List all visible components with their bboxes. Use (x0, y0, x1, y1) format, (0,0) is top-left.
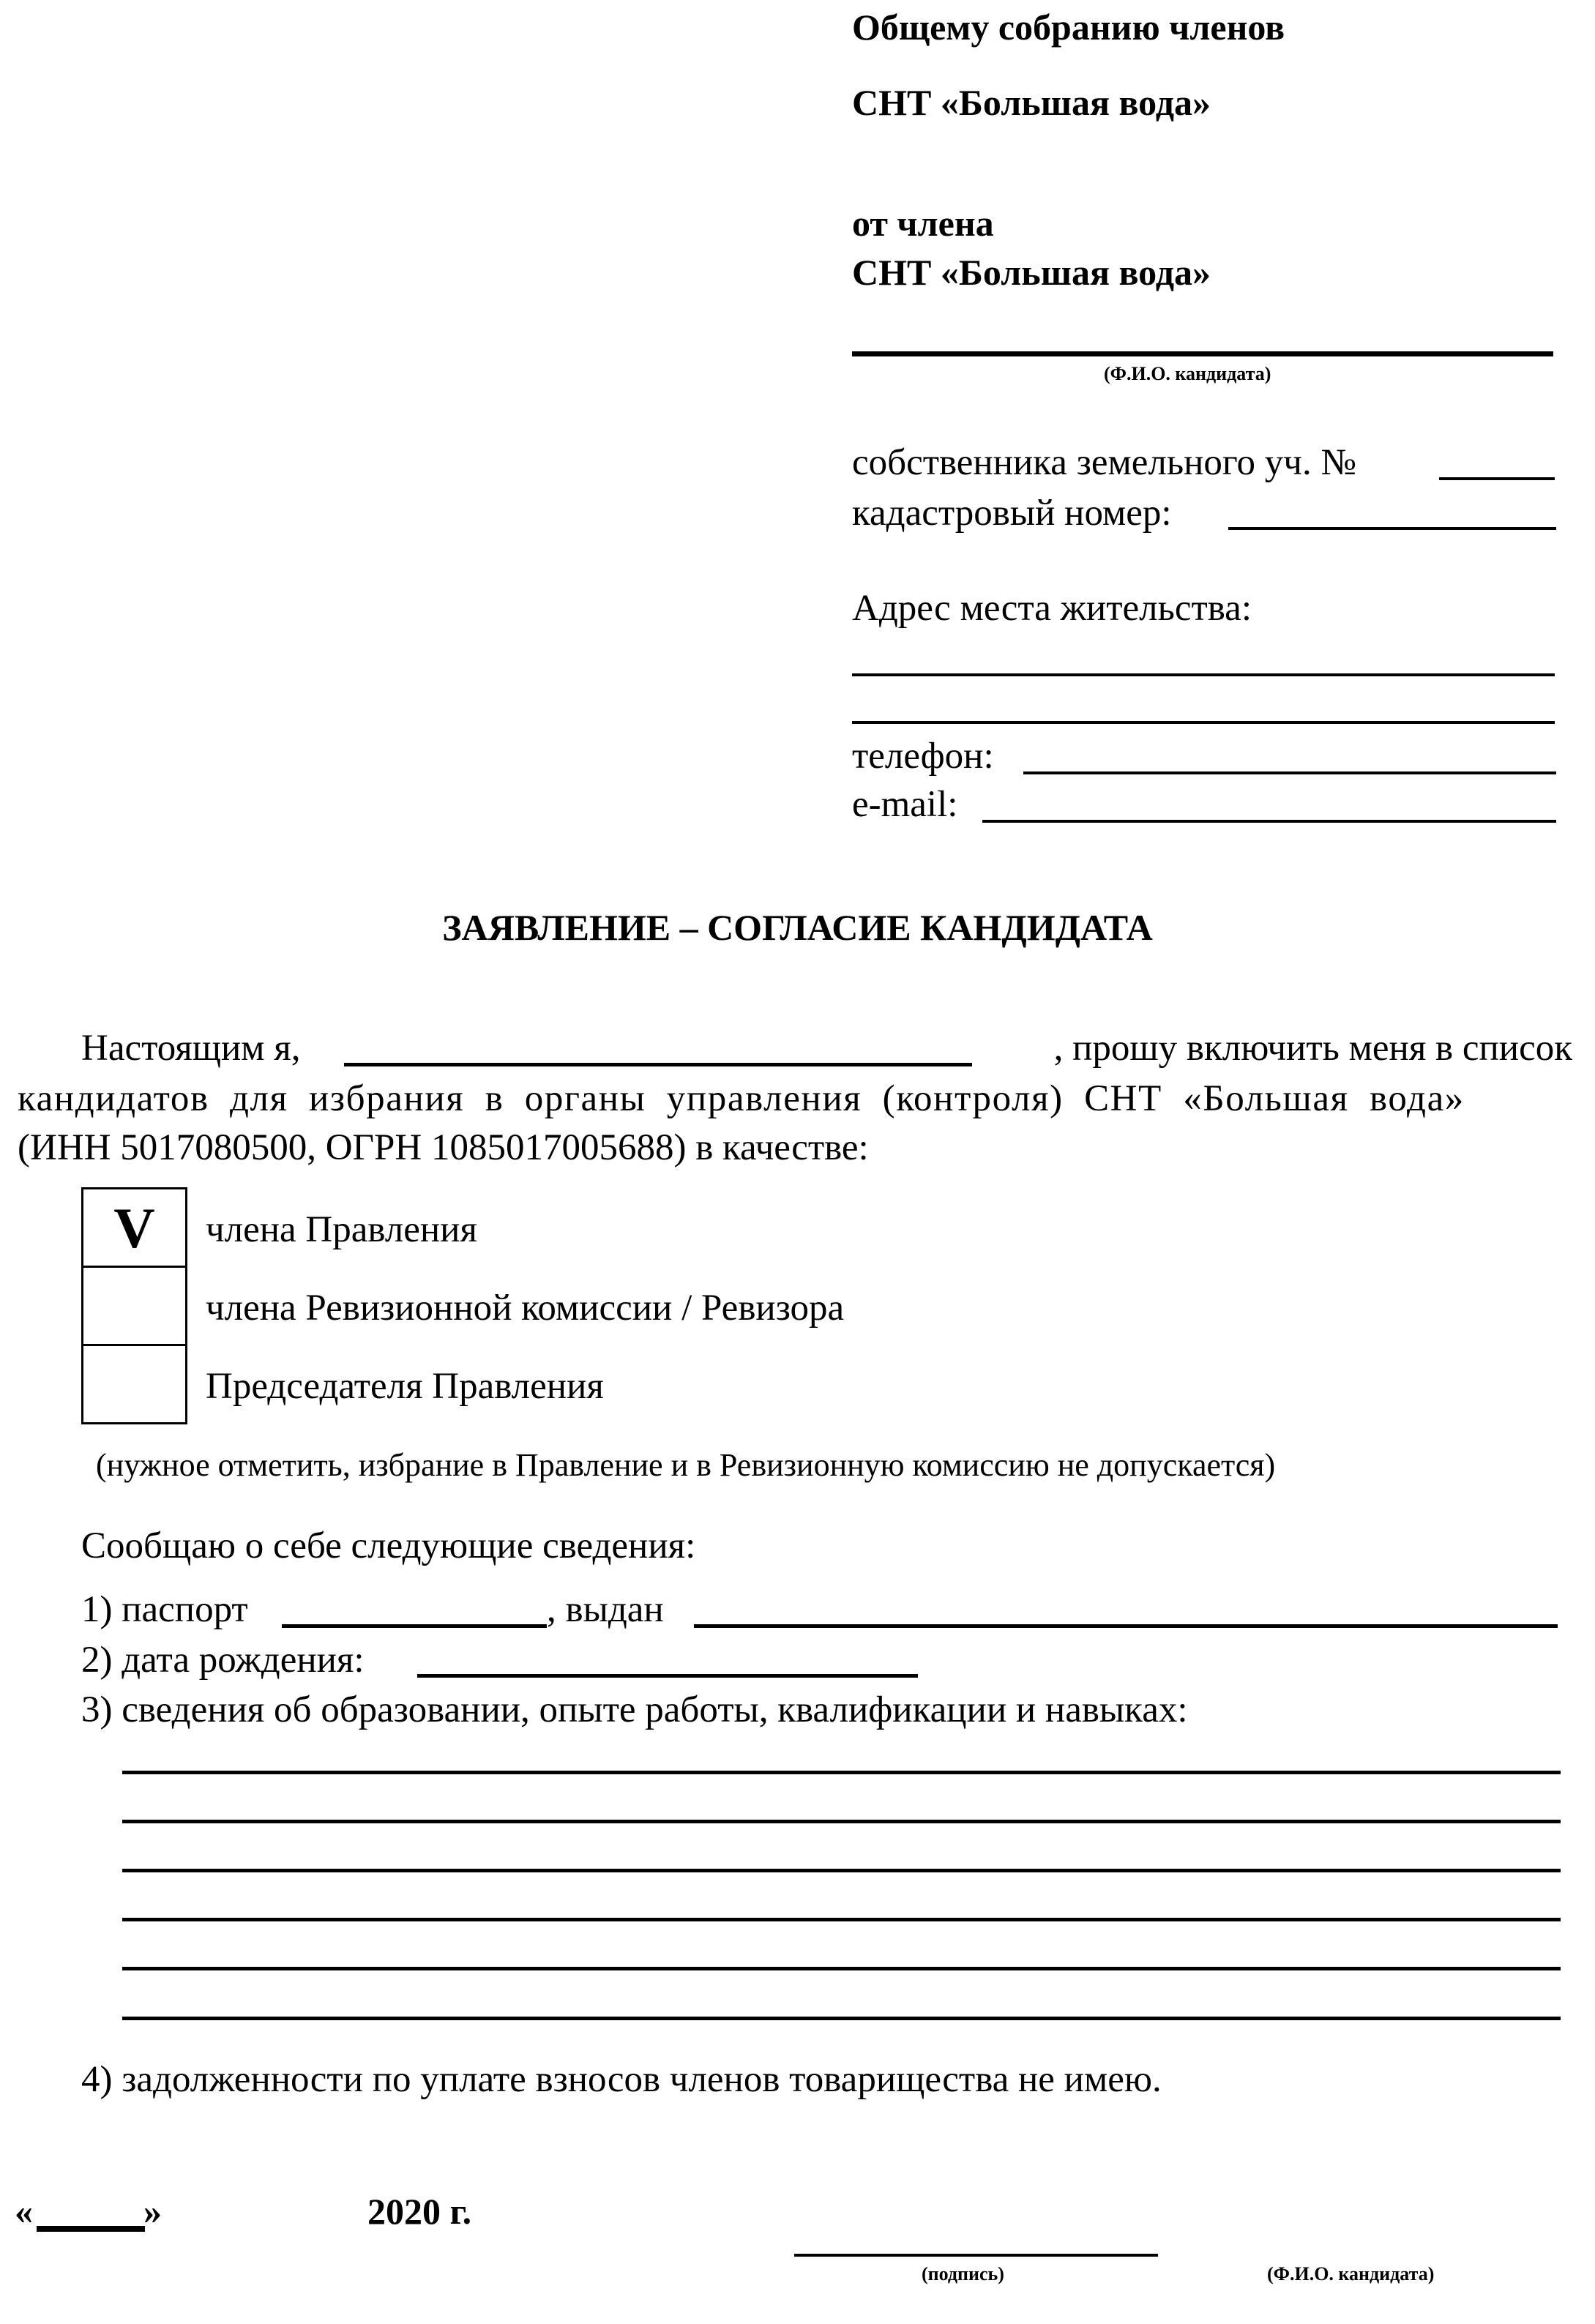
education-field-line-2[interactable] (122, 1820, 1561, 1823)
email-field[interactable] (982, 820, 1556, 823)
email-label: e-mail: (852, 784, 958, 825)
education-field-line-3[interactable] (122, 1869, 1561, 1872)
education-field-line-4[interactable] (122, 1918, 1561, 1921)
address-label: Адрес места жительства: (852, 588, 1252, 629)
option-audit-commission-checkbox[interactable] (81, 1266, 187, 1346)
option-chairman-label: Председателя Правления (206, 1366, 604, 1407)
document-title: ЗАЯВЛЕНИЕ – СОГЛАСИЕ КАНДИДАТА (442, 907, 1153, 948)
education-field-line-5[interactable] (122, 1967, 1561, 1970)
option-board-member-label: члена Правления (206, 1209, 477, 1250)
from-line-2: СНТ «Большая вода» (852, 252, 1211, 293)
birthdate-field[interactable] (417, 1674, 918, 1678)
date-year: 2020 г. (367, 2191, 472, 2232)
plot-number-field[interactable] (1439, 477, 1555, 480)
applicant-name-field[interactable] (344, 1063, 972, 1066)
checkmark-v-icon: V (113, 1196, 155, 1260)
address-field-line-2[interactable] (852, 721, 1555, 724)
item-education-label: 3) сведения об образовании, опыте работы, квалификации и навыках: (81, 1689, 1188, 1730)
option-audit-commission-label: члена Ревизионной комиссии / Ревизора (206, 1288, 845, 1329)
option-board-member-checkbox[interactable] (81, 1187, 187, 1268)
candidate-name-field[interactable] (852, 351, 1553, 356)
signature-field[interactable] (794, 2254, 1158, 2257)
date-open-quote: « (15, 2191, 33, 2232)
info-heading: Сообщаю о себе следующие сведения: (81, 1525, 696, 1566)
date-close-quote: » (143, 2191, 162, 2232)
candidate-name-caption: (Ф.И.О. кандидата) (1104, 363, 1271, 384)
education-field-line-1[interactable] (122, 1771, 1561, 1774)
cadastral-number-field[interactable] (1228, 527, 1556, 530)
intro-line-2-text: кандидатов для избрания в органы управления (контроля) СНТ «Большая вода» (18, 1078, 1465, 1119)
intro-part-2: , прошу включить меня в список (1053, 1028, 1572, 1069)
item-passport-label: 1) паспорт (81, 1589, 248, 1630)
plot-owner-row (852, 444, 1356, 482)
footer-name-caption: (Ф.И.О. кандидата) (1267, 2263, 1435, 2284)
intro-line-3: (ИНН 5017080500, ОГРН 1085017005688) в качестве: (18, 1127, 869, 1168)
item-birthdate-label: 2) дата рождения: (81, 1640, 365, 1681)
intro-part-1: Настоящим я, (81, 1028, 301, 1069)
passport-issued-by-field[interactable] (694, 1624, 1558, 1628)
date-day-field[interactable] (37, 2226, 145, 2232)
passport-number-field[interactable] (282, 1624, 547, 1628)
option-chairman-checkbox[interactable] (81, 1344, 187, 1424)
addressee-line-1: Общему собранию членов (852, 7, 1285, 48)
phone-field[interactable] (1023, 771, 1556, 774)
plot-owner-label: собственника земельного уч. № (852, 442, 1357, 483)
from-line-1: от члена (852, 203, 994, 244)
education-field-line-6[interactable] (122, 2017, 1561, 2020)
signature-caption: (подпись) (922, 2263, 1004, 2284)
addressee-line-2: СНТ «Большая вода» (852, 82, 1211, 123)
intro-line-2 (18, 1080, 1572, 1118)
item-passport-issued-label: , выдан (547, 1589, 664, 1630)
cadastral-label: кадастровый номер: (852, 493, 1172, 534)
item-no-debt-statement: 4) задолженности по уплате взносов членов товарищества не имею. (81, 2059, 1162, 2100)
address-field-line-1[interactable] (852, 673, 1555, 676)
phone-label: телефон: (852, 736, 994, 777)
options-note: (нужное отметить, избрание в Правление и в Ревизионную комиссию не допускается) (96, 1447, 1276, 1483)
